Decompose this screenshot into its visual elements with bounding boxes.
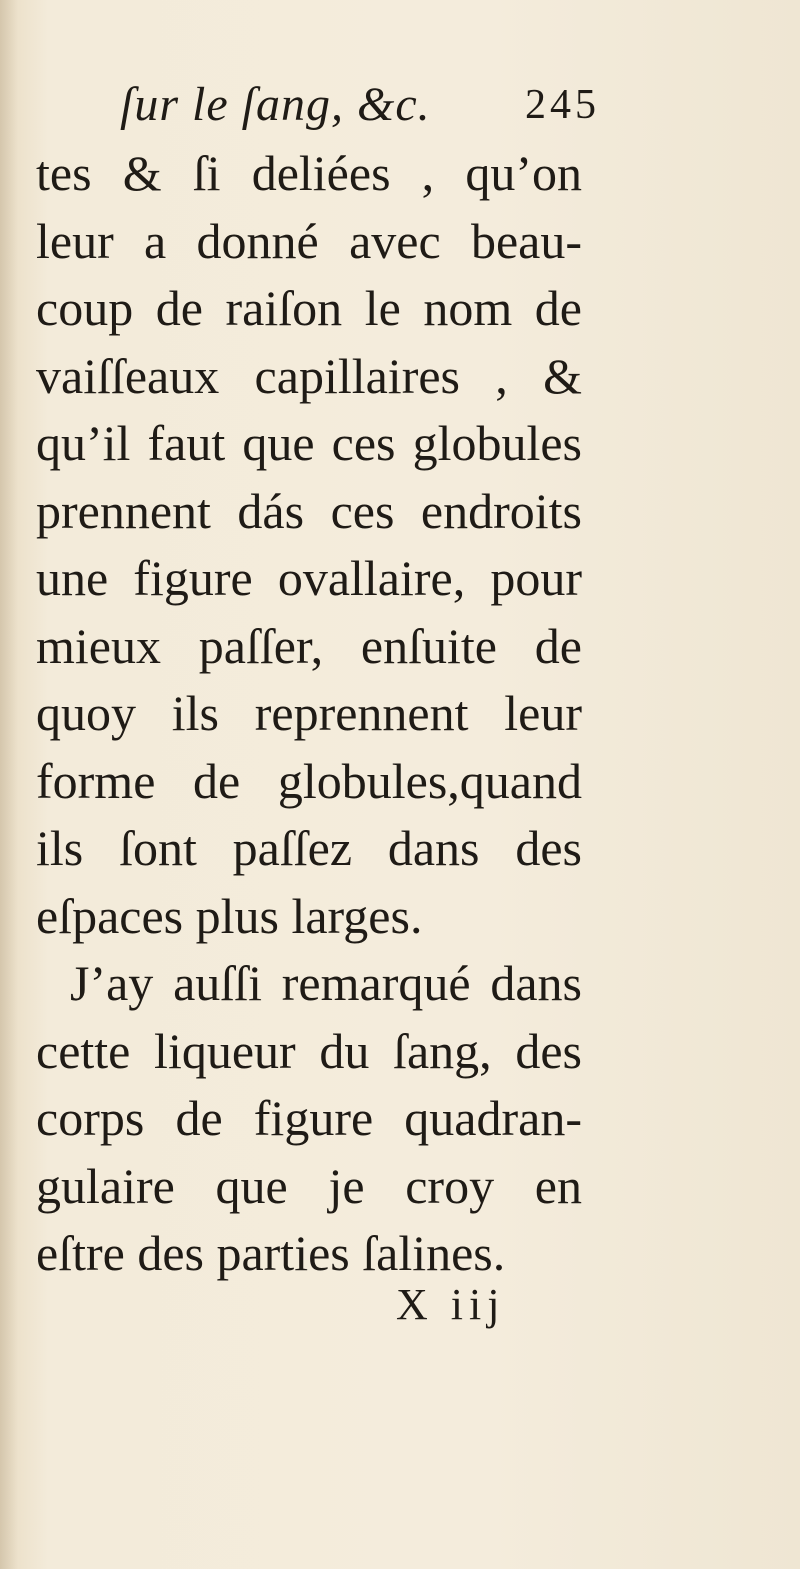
text-line: J’ay auſſi remarqué dans [70, 955, 582, 1011]
text-line: forme de globules,quand [36, 752, 582, 809]
signature-mark: X iij [396, 1280, 506, 1329]
page-header [120, 70, 600, 140]
text-line: leur a donné avec beau- [36, 212, 582, 269]
text-line: corps de figure quadran- [36, 1090, 582, 1146]
text-line: prennent dás ces endroits [36, 482, 582, 539]
text-line: une figure ovallaire, pour [36, 550, 582, 606]
page-number: 245 [525, 82, 600, 128]
text-line: eſpaces plus larges. [36, 887, 423, 944]
text-line: tes & ſi deliées , qu’on [36, 145, 582, 201]
text-line: coup de raiſon le nom de [36, 280, 582, 336]
text-line: gulaire que je croy en [36, 1157, 582, 1214]
text-line: eſtre des parties ſalines. [36, 1225, 506, 1281]
text-line: mieux paſſer, enſuite de [36, 617, 582, 674]
text-line: quoy ils reprennent leur [36, 685, 582, 741]
text-line: vaiſſeaux capillaires , & [36, 347, 582, 404]
text-line: cette liqueur du ſang, des [36, 1022, 582, 1079]
body-text [36, 140, 582, 1288]
running-title: ſur le ſang, &c. [120, 78, 431, 131]
text-line: ils ſont paſſez dans des [36, 820, 582, 876]
page-fold-shadow [0, 0, 18, 1569]
text-line: qu’il faut que ces globules [36, 415, 582, 471]
